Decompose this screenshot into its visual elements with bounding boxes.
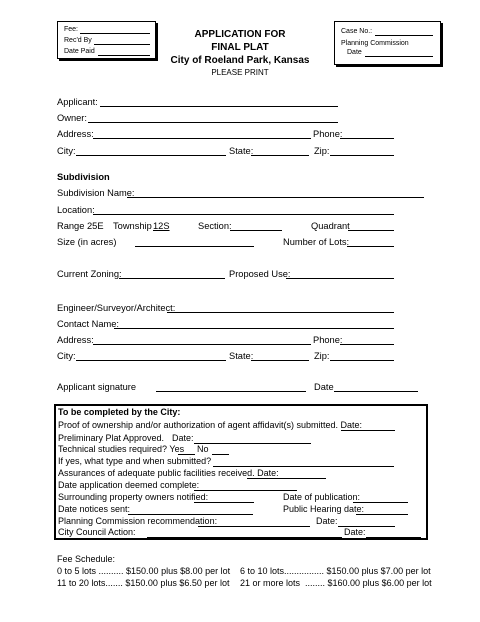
office-use-box bbox=[57, 21, 156, 59]
lots-label: Number of Lots: bbox=[283, 237, 350, 247]
contact-label: Contact Name: bbox=[57, 319, 120, 329]
engineer-city-field[interactable] bbox=[76, 360, 226, 361]
fee-label: Fee: bbox=[64, 26, 79, 33]
owner-label: Owner: bbox=[57, 113, 87, 123]
deemed-complete-label: Date application deemed complete: bbox=[58, 480, 200, 490]
preliminary-date-field[interactable] bbox=[194, 443, 311, 444]
hearing-label: Public Hearing date: bbox=[283, 504, 365, 514]
city-label: City: bbox=[57, 146, 76, 156]
location-field[interactable] bbox=[93, 214, 394, 215]
please-print: PLEASE PRINT bbox=[211, 68, 269, 77]
applicant-field[interactable] bbox=[100, 106, 338, 107]
signature-label: Applicant signature bbox=[57, 382, 137, 392]
city-field[interactable] bbox=[76, 155, 226, 156]
assurances-field[interactable] bbox=[247, 478, 326, 479]
if-yes-field[interactable] bbox=[213, 466, 394, 467]
signature-date-field[interactable] bbox=[334, 391, 418, 392]
engineer-phone-label: Phone: bbox=[313, 335, 343, 345]
signature-date-label: Date bbox=[314, 382, 334, 392]
proof-label: Proof of ownership and/or authorization of agent affidavit(s) submitted. Date: bbox=[58, 420, 363, 430]
phone-field[interactable] bbox=[340, 138, 394, 139]
engineer-zip-label: Zip: bbox=[314, 351, 330, 361]
pc-date-field[interactable] bbox=[365, 56, 433, 57]
state-label: State: bbox=[229, 146, 254, 156]
engineer-label: Engineer/Surveyor/Architect: bbox=[57, 303, 176, 313]
publication-field[interactable] bbox=[353, 502, 408, 503]
fee-schedule-heading: Fee Schedule: bbox=[57, 554, 116, 564]
if-yes-label: If yes, what type and when submitted? bbox=[58, 456, 212, 466]
quadrant-label: Quadrant bbox=[311, 221, 350, 231]
proof-field[interactable] bbox=[341, 430, 395, 431]
publication-label: Date of publication: bbox=[283, 492, 361, 502]
planning-commission-label: Planning Commission bbox=[341, 40, 409, 47]
range-label: Range 25E bbox=[57, 221, 104, 231]
section-label: Section: bbox=[198, 221, 232, 231]
signature-field[interactable] bbox=[156, 391, 306, 392]
case-no-label: Case No.: bbox=[341, 28, 373, 35]
technical-no-label: No bbox=[197, 444, 209, 454]
case-no-field[interactable] bbox=[375, 35, 433, 36]
preliminary-label: Preliminary Plat Approved. bbox=[58, 433, 165, 443]
case-box bbox=[334, 21, 441, 65]
city-box-heading: To be completed by the City: bbox=[58, 407, 181, 417]
council-date-label: Date: bbox=[344, 527, 366, 537]
fee-field[interactable] bbox=[80, 33, 150, 34]
engineer-zip-field[interactable] bbox=[330, 360, 394, 361]
pc-date-label: Date bbox=[347, 49, 362, 56]
current-zoning-field[interactable] bbox=[119, 278, 225, 279]
subdivision-heading: Subdivision bbox=[57, 172, 110, 182]
address-label: Address: bbox=[57, 129, 94, 139]
notices-label: Date notices sent: bbox=[58, 504, 131, 514]
fee-row-2-left: 11 to 20 lots....... $150.00 plus $6.50 per lot bbox=[57, 578, 230, 588]
technical-yes-field[interactable] bbox=[178, 454, 195, 455]
recd-by-label: Rec'd By bbox=[64, 37, 92, 44]
date-paid-field[interactable] bbox=[98, 55, 150, 56]
title-line-1: APPLICATION FOR bbox=[194, 29, 286, 40]
current-zoning-label: Current Zoning: bbox=[57, 269, 122, 279]
hearing-field[interactable] bbox=[356, 514, 408, 515]
pc-recommendation-label: Planning Commission recommendation: bbox=[58, 516, 218, 526]
form-title bbox=[160, 28, 320, 79]
size-label: Size (in acres) bbox=[57, 237, 117, 247]
engineer-address-field[interactable] bbox=[93, 344, 311, 345]
zip-field[interactable] bbox=[330, 155, 394, 156]
fee-row-1-right: 6 to 10 lots................ $150.00 plus $7.00 per lot bbox=[240, 566, 431, 576]
address-field[interactable] bbox=[93, 138, 311, 139]
title-line-3: City of Roeland Park, Kansas bbox=[170, 55, 310, 66]
contact-field[interactable] bbox=[114, 328, 394, 329]
subdivision-name-field[interactable] bbox=[127, 197, 424, 198]
notices-field[interactable] bbox=[128, 514, 253, 515]
council-field[interactable] bbox=[147, 537, 342, 538]
assurances-label: Assurances of adequate public facilities received. Date: bbox=[58, 468, 279, 478]
township-label: Township bbox=[113, 221, 152, 231]
recd-by-field[interactable] bbox=[94, 44, 150, 45]
proposed-use-field[interactable] bbox=[286, 278, 394, 279]
technical-no-field[interactable] bbox=[212, 454, 229, 455]
subdivision-name-label: Subdivision Name: bbox=[57, 188, 135, 198]
technical-label: Technical studies required? Yes bbox=[58, 444, 185, 454]
applicant-label: Applicant: bbox=[57, 97, 98, 107]
section-field[interactable] bbox=[230, 230, 282, 231]
surrounding-label: Surrounding property owners notified: bbox=[58, 492, 209, 502]
engineer-phone-field[interactable] bbox=[340, 344, 394, 345]
surrounding-field[interactable] bbox=[194, 502, 254, 503]
phone-label: Phone: bbox=[313, 129, 343, 139]
owner-field[interactable] bbox=[88, 122, 338, 123]
engineer-state-label: State: bbox=[229, 351, 254, 361]
pc-recommendation-field[interactable] bbox=[198, 526, 310, 527]
fee-row-2-right: 21 or more lots ........ $160.00 plus $6.00 per lot bbox=[240, 578, 432, 588]
council-date-field[interactable] bbox=[366, 537, 421, 538]
proposed-use-label: Proposed Use: bbox=[229, 269, 291, 279]
size-field[interactable] bbox=[135, 246, 254, 247]
council-label: City Council Action: bbox=[58, 527, 136, 537]
deemed-complete-field[interactable] bbox=[194, 490, 297, 491]
preliminary-date-label: Date: bbox=[172, 433, 194, 443]
pc-recommendation-date-label: Date: bbox=[316, 516, 338, 526]
title-line-2: FINAL PLAT bbox=[211, 42, 269, 53]
engineer-city-label: City: bbox=[57, 351, 76, 361]
engineer-field[interactable] bbox=[167, 312, 394, 313]
quadrant-field[interactable] bbox=[348, 230, 394, 231]
fee-row-1-left: 0 to 5 lots .......... $150.00 plus $8.00 per lot bbox=[57, 566, 231, 576]
zip-label: Zip: bbox=[314, 146, 330, 156]
location-label: Location: bbox=[57, 205, 95, 215]
state-field[interactable] bbox=[251, 155, 309, 156]
engineer-address-label: Address: bbox=[57, 335, 94, 345]
township-value: 12S bbox=[153, 221, 170, 231]
lots-field[interactable] bbox=[347, 246, 394, 247]
date-paid-label: Date Paid bbox=[64, 48, 95, 55]
engineer-state-field[interactable] bbox=[251, 360, 309, 361]
